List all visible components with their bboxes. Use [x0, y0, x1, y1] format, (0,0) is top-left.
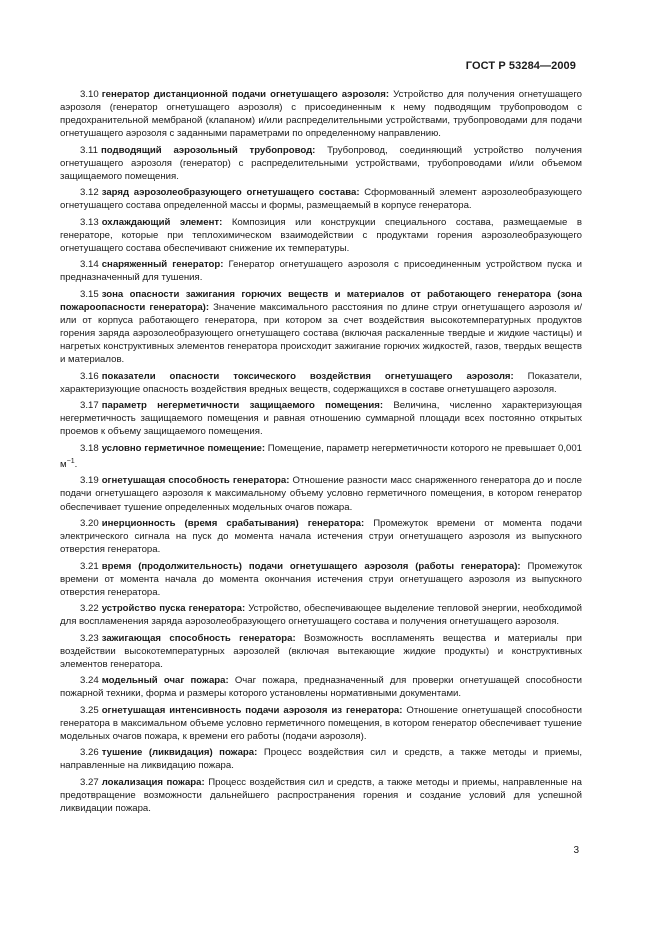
definition-number: 3.10: [80, 89, 99, 100]
definition-entry: [60, 704, 582, 743]
definition-term: условно герметичное помещение:: [101, 442, 266, 454]
definition-number: 3.18: [80, 442, 99, 454]
definition-number: 3.17: [80, 400, 99, 412]
definition-number: 3.25: [80, 704, 99, 716]
definition-entry: [60, 216, 582, 255]
definition-entry: [60, 560, 582, 599]
definition-text: Трубопровод, соединяющий устройство получения огнетушащего аэрозоля (генератор) с распределительными устройствами, трубопроводами и/или объемом защищаемого помещения.: [60, 144, 582, 182]
definition-number: 3.14: [80, 259, 99, 271]
definition-text: Промежуток времени от момента подачи электрического сигнала на пуск до момента начала истечения струи огнетушащего аэрозоля из выпускного отверстия генератора.: [60, 517, 582, 556]
definition-term: заряд аэрозолеобразующего огнетушащего состава:: [101, 187, 360, 199]
definition-entry: [60, 370, 582, 396]
definition-number: 3.20: [80, 517, 99, 529]
definition-entry: [60, 88, 582, 140]
definition-term: локализация пожара:: [101, 776, 205, 788]
definition-number: 3.22: [80, 603, 99, 615]
definition-number: 3.27: [80, 776, 99, 788]
definition-term: генератор дистанционной подачи огнетушащего аэрозоля:: [101, 89, 390, 100]
definition-tail: .: [74, 459, 78, 470]
definition-entry: [60, 674, 582, 700]
definition-text: Показатели, характеризующие опасность воздействия вредных веществ, содержащихся в составе огнетушащего аэрозоля.: [60, 370, 582, 395]
definition-text: Процесс воздействия сил и средств, а также методы и приемы, направленные на ликвидацию пожара.: [60, 747, 583, 772]
definition-term: зажигающая способность генератора:: [101, 632, 296, 644]
definition-term: огнетушащая способность генератора:: [101, 475, 290, 487]
definition-term: время (продолжительность) подачи огнетушащего аэрозоля (работы генератора):: [101, 560, 521, 572]
definition-number: 3.12: [80, 187, 99, 199]
definition-number: 3.23: [80, 632, 99, 644]
definition-number: 3.15: [80, 288, 99, 300]
definition-entry: [60, 776, 582, 815]
definition-entry: [60, 399, 582, 438]
definition-term: инерционность (время срабатывания) генератора:: [101, 517, 365, 529]
definition-term: снаряженный генератор:: [101, 259, 224, 271]
definition-text: Очаг пожара, предназначенный для проверки огнетушащей способности пожарной техники, форма и размеры которого установлены нормативными документами.: [60, 675, 582, 700]
definition-entry: [60, 517, 582, 556]
definition-term: огнетушащая интенсивность подачи аэрозоля из генератора:: [101, 704, 403, 716]
definition-entry: [60, 186, 582, 212]
definitions-section: [60, 88, 582, 818]
definition-text: Устройство для получения огнетушащего аэрозоля (генератор огнетушащего аэрозоля) с присоединенным к нему подводящим трубопроводом с предохранительной мембраной (клапаном) и/или распределительными устройствами, трубопроводами для подачи огнетушащего аэрозоля с заданными параметрами по определенному направлению.: [60, 89, 583, 140]
definition-text: Величина, численно характеризующая негерметичность защищаемого помещения и равная отношению суммарной площади всех постоянно открытых проемов к объему защищаемого помещения.: [60, 400, 582, 438]
definition-entry: [60, 144, 582, 183]
definition-number: 3.26: [80, 747, 99, 759]
definition-number: 3.21: [80, 560, 99, 572]
definition-entry: [60, 602, 582, 628]
definition-entry: [60, 632, 582, 671]
definition-text: Сформованный элемент аэрозолеобразующего огнетушащего состава определенной массы и формы, размещаемый в корпусе генератора.: [60, 187, 582, 212]
document-standard-header: ГОСТ Р 53284—2009: [465, 60, 576, 72]
definition-text: Генератор огнетушащего аэрозоля с присоединенным устройством пуска и предназначенный для тушения.: [60, 259, 582, 284]
definition-text: Композиция или конструкции специального состава, размещаемые в генераторе, которые при теплохимическом взаимодействии с продуктами горения аэрозолеобразующего огнетушащего состава обеспечивают снижение их температуры.: [60, 216, 582, 254]
definition-entry: [60, 288, 582, 367]
definition-term: показатели опасности токсического воздействия огнетушащего аэрозоля:: [101, 370, 514, 382]
definition-text: Процесс воздействия сил и средств, а также методы и приемы, направленные на предотвращение возможности дальнейшего распространения горения и создание условий для успешной ликвидации пожара.: [60, 776, 583, 814]
definition-number: 3.19: [80, 475, 99, 487]
definition-text: Значение максимального расстояния по длине струи огнетушащего аэрозоля и/или от корпуса работающего генератора, при котором за счет воздействия высокотемпературных продуктов горения заряда аэрозолеобразующего огнетушащего состава (включая раскаленные твердые и жидкие частицы) и нагретых конструктивных элементов генератора происходит зажигание горючих жидкостей, газов, твердых веществ и материалов.: [60, 301, 582, 366]
definition-term: зона опасности зажигания горючих веществ и материалов от работающего генератора (зона пожароопасности генератора):: [60, 288, 582, 313]
definition-number: 3.13: [80, 216, 99, 228]
definition-text: Возможность воспламенять вещества и материалы при воздействии высокотемпературных аэрозолей (включая вытекающие жидкие продукты) и конструктивных элементов генератора.: [60, 632, 583, 670]
definition-text: Помещение, параметр негерметичности которого не превышает 0,001 м: [60, 442, 582, 470]
definition-number: 3.11: [80, 144, 98, 156]
definition-number: 3.16: [80, 370, 99, 382]
unit-exponent: −1: [66, 457, 75, 465]
definition-text: Устройство, обеспечивающее выделение тепловой энергии, необходимой для воспламенения заряда аэрозолеобразующего огнетушащего состава и получения огнетушащего аэрозоля.: [60, 603, 582, 628]
definition-entry: [60, 442, 582, 471]
definition-entry: [60, 746, 582, 772]
definition-term: устройство пуска генератора:: [101, 603, 246, 615]
definition-number: 3.24: [80, 675, 99, 687]
definition-term: охлаждающий элемент:: [101, 216, 223, 228]
definition-entry: [60, 258, 582, 284]
definition-term: параметр негерметичности защищаемого помещения:: [101, 400, 384, 412]
definition-term: тушение (ликвидация) пожара:: [101, 747, 258, 759]
definition-term: модельный очаг пожара:: [101, 675, 229, 687]
definition-term: подводящий аэрозольный трубопровод:: [100, 144, 316, 156]
definition-entry: [60, 474, 582, 513]
page-number: 3: [573, 845, 579, 856]
definition-text: Отношение разности масс снаряженного генератора до и после подачи огнетушащего аэрозоля к максимальному объему условно герметичного помещения, в котором генератор обеспечивает тушение определенных модельных очагов пожара.: [60, 475, 583, 513]
definition-text: Промежуток времени от момента начала до момента окончания истечения струи огнетушащего аэрозоля из выпускного отверстия генератора.: [60, 560, 582, 598]
definition-text: Отношение огнетушащей способности генератора в максимальном объеме условно герметичного помещения, в котором генератор обеспечивает тушение модельных очагов пожара, к времени его работы (подачи аэрозоля).: [60, 704, 582, 742]
